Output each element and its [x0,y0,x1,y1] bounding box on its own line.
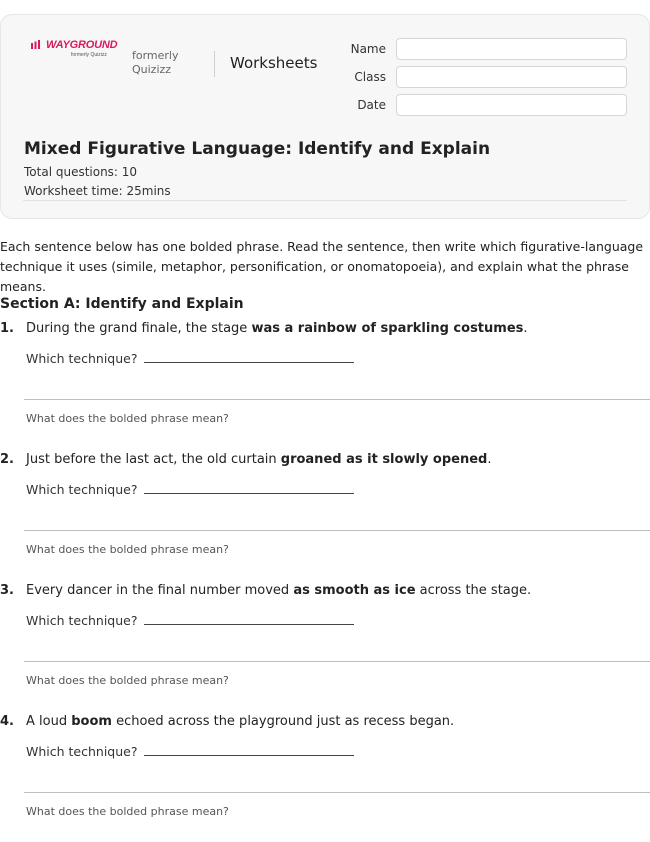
student-fields [346,35,627,119]
header-rule [23,200,627,201]
wayground-logo [31,39,121,58]
meaning-answer-line[interactable] [24,530,650,531]
technique-answer-line[interactable] [144,493,354,494]
formerly-line: formerly [132,49,179,62]
worksheet-title: Mixed Figurative Language: Identify and Explain [24,139,491,159]
class-label: Class [354,70,386,84]
logo-mark-icon [31,40,45,49]
class-row [346,63,627,91]
technique-answer-line[interactable] [144,755,354,756]
meaning-answer-line[interactable] [24,792,650,793]
bolded-phrase: boom [71,714,112,729]
question-text-after: across the stage. [415,583,532,598]
technique-label: Which technique? [26,351,138,366]
question-text-after: . [487,452,492,467]
quizizz-line: Quizizz [132,63,172,76]
technique-label: Which technique? [26,744,138,759]
worksheet-header [0,14,650,219]
class-field[interactable] [396,66,627,88]
question-text [26,714,454,729]
meaning-label: What does the bolded phrase mean? [26,674,229,687]
question-text-before: A loud [26,714,72,729]
question-number: 3. [0,583,14,598]
meaning-label: What does the bolded phrase mean? [26,805,229,818]
logo-wordmark: WAYGROUND [31,39,121,51]
meaning-answer-line[interactable] [24,399,650,400]
meaning-answer-line[interactable] [24,661,650,662]
technique-row [26,613,354,628]
technique-row [26,744,354,759]
question-text [26,321,528,336]
name-label: Name [350,42,386,56]
question-text-before: During the grand finale, the stage [26,321,252,336]
logo-subtext: formerly Quizizz [71,52,107,58]
question-text [26,583,531,598]
date-label: Date [357,98,386,112]
worksheet-time: Worksheet time: 25mins [24,184,171,198]
technique-row [26,351,354,366]
total-questions: Total questions: 10 [24,165,138,179]
question-number: 1. [0,321,14,336]
date-field[interactable] [396,94,627,116]
name-field[interactable] [396,38,627,60]
worksheets-label: Worksheets [230,54,318,72]
question-number: 4. [0,714,14,729]
question-text-after: . [523,321,528,336]
question-text-after: echoed across the playground just as recess began. [111,714,455,729]
technique-label: Which technique? [26,482,138,497]
technique-label: Which technique? [26,613,138,628]
technique-row [26,482,354,497]
bolded-phrase: was a rainbow of sparkling costumes [251,321,524,336]
question-number: 2. [0,452,14,467]
section-title: Section A: Identify and Explain [0,296,244,312]
meaning-label: What does the bolded phrase mean? [26,543,229,556]
name-row [346,35,627,63]
question-text [26,452,491,467]
formerly-quizizz [132,49,179,77]
bolded-phrase: as smooth as ice [293,583,416,598]
question-text-before: Just before the last act, the old curtain [26,452,281,467]
instructions: Each sentence below has one bolded phrase. Read the sentence, then write which figurative-language technique it uses (simile, metaphor, personification, or onomatopoeia), and explain what the phrase means. [0,239,644,294]
header-divider [214,51,215,77]
question-text-before: Every dancer in the final number moved [26,583,294,598]
meaning-label: What does the bolded phrase mean? [26,412,229,425]
date-row [346,91,627,119]
technique-answer-line[interactable] [144,624,354,625]
bolded-phrase: groaned as it slowly opened [280,452,488,467]
technique-answer-line[interactable] [144,362,354,363]
